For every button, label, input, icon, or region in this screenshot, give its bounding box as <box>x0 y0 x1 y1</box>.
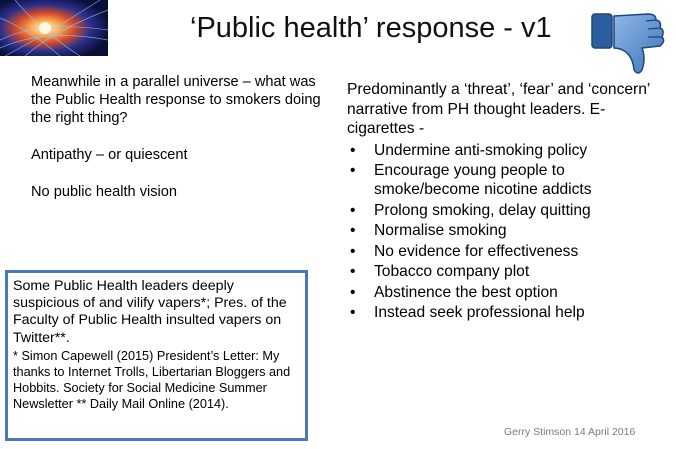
list-item-text: Instead seek professional help <box>374 304 585 321</box>
right-intro: Predominantly a ‘threat’, ‘fear’ and ‘concern’ narrative from PH thought leaders. E-cigarettes - <box>347 81 650 137</box>
right-column <box>347 80 667 324</box>
bullet-icon: • <box>350 283 356 301</box>
list-item-text: Encourage young people to smoke/become nicotine addicts <box>374 162 592 198</box>
list-item <box>347 161 667 199</box>
left-paragraph: No public health vision <box>31 184 178 200</box>
bullet-icon: • <box>350 222 356 239</box>
bullet-icon: • <box>350 201 356 219</box>
slide-footer: Gerry Stimson 14 April 2016 <box>504 426 636 438</box>
list-item-text: Prolong smoking, delay quitting <box>374 201 591 219</box>
quote-main-text: Some Public Health leaders deeply suspicious of and vilify vapers*; Pres. of the Faculty of Public Health insulted vapers on Twitter**. <box>13 278 287 346</box>
bullet-list <box>347 141 667 323</box>
list-item <box>347 283 667 302</box>
quote-box <box>5 270 308 441</box>
left-paragraph: Antipathy – or quiescent <box>31 147 188 163</box>
left-column <box>31 73 331 220</box>
list-item <box>347 221 667 240</box>
list-item-text: Normalise smoking <box>374 222 507 239</box>
list-item-text: Abstinence the best option <box>374 283 558 301</box>
bullet-icon: • <box>350 263 356 280</box>
cosmic-galaxy-image <box>0 0 108 56</box>
bullet-icon: • <box>350 162 356 179</box>
left-paragraph: Meanwhile in a parallel universe – what was the Public Health response to smokers doing the right thing? <box>31 74 321 126</box>
list-item <box>347 201 667 220</box>
bullet-icon: • <box>350 141 356 159</box>
quote-reference: * Simon Capewell (2015) President’s Letter: My thanks to Internet Trolls, Libertarian Bloggers and Hobbits. Society for Social Medicine Summer Newsletter ** Daily Mail Online (2014). <box>13 348 291 412</box>
slide-title: ‘Public health’ response - v1 <box>190 12 552 44</box>
bullet-icon: • <box>350 242 356 260</box>
list-item-text: No evidence for effectiveness <box>374 242 579 260</box>
thumbs-down-icon <box>590 8 668 78</box>
list-item-text: Tobacco company plot <box>374 263 530 280</box>
list-item <box>347 141 667 160</box>
bullet-icon: • <box>350 304 356 321</box>
list-item <box>347 262 667 281</box>
list-item-text: Undermine anti-smoking policy <box>374 141 588 159</box>
list-item <box>347 242 667 261</box>
list-item <box>347 303 667 322</box>
